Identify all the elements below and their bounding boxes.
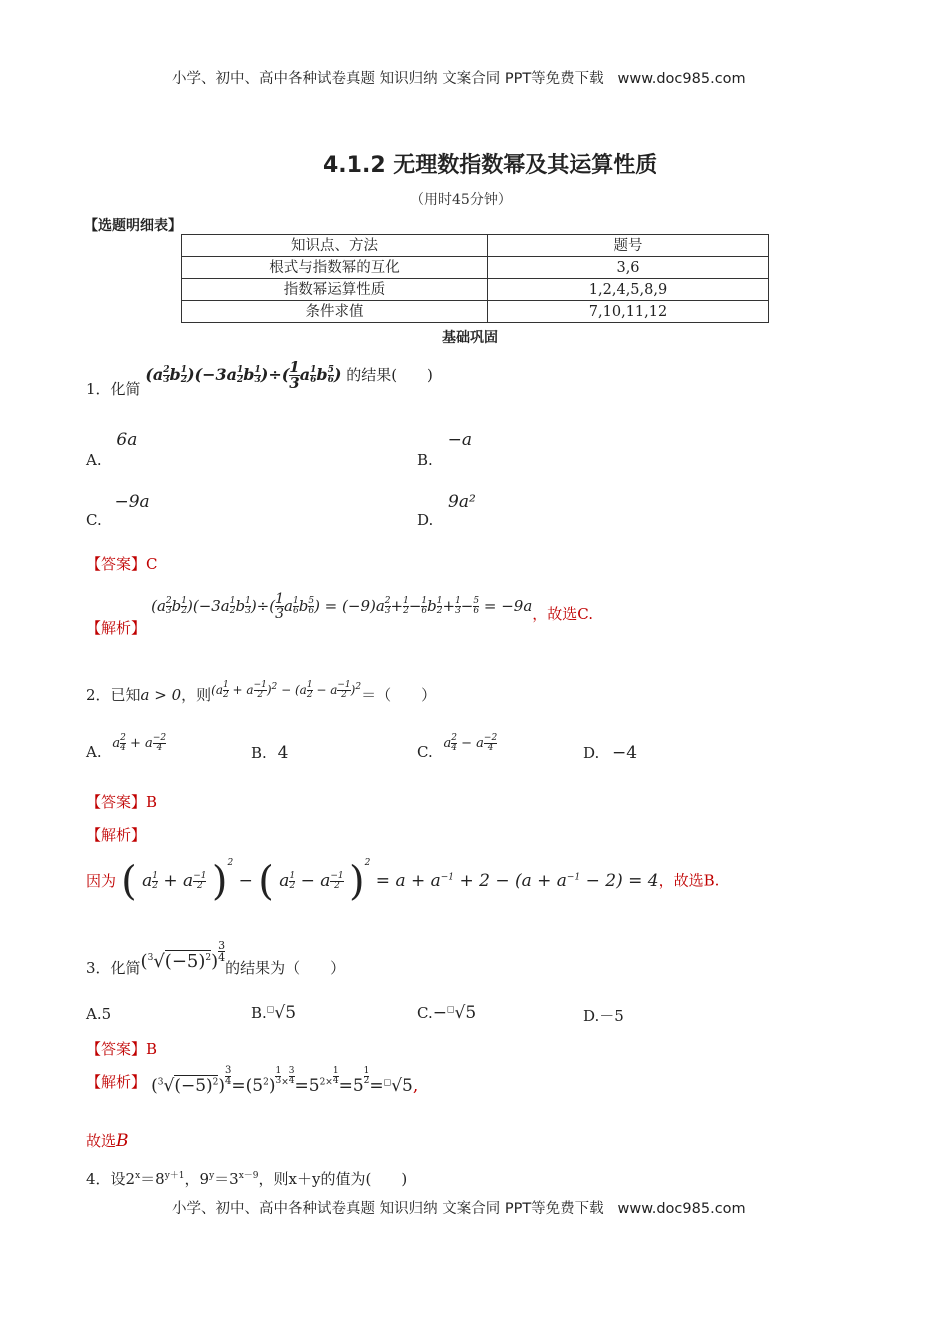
q2-prefix: 2．已知 xyxy=(86,686,141,704)
table-cell: 7,10,11,12 xyxy=(488,301,769,323)
q3-option-b-value: □√5 xyxy=(266,1003,297,1023)
q1-option-d-value: 9a² xyxy=(448,492,476,512)
q2-option-d-value: −4 xyxy=(612,743,638,763)
table-header: 知识点、方法 xyxy=(182,235,488,257)
q3-option-c-label: C. xyxy=(417,1004,433,1022)
question-3 xyxy=(86,939,346,977)
q2-expression: (a $\frac{1}{2}$ + a $\frac{-1}{2}$ )$^2$ − (a $\frac{1}{2}$ − a $\frac{-1}{2}$ )$^2$ xyxy=(211,680,362,700)
q1-analysis xyxy=(86,591,593,637)
q3-option-c xyxy=(417,1003,476,1023)
question-4 xyxy=(86,1168,407,1189)
page-subtitle: （用时45分钟） xyxy=(410,192,512,208)
topic-table xyxy=(181,234,769,323)
q1-analysis-tail: ，故选C. xyxy=(532,604,593,623)
q2-mid: ，则 xyxy=(181,686,212,704)
q2-option-c xyxy=(417,733,498,761)
q2-analysis-label: 【解析】 xyxy=(86,826,147,844)
q1-option-d-label: D. xyxy=(417,511,434,529)
q3-prefix: 3．化简 xyxy=(86,958,141,977)
q1-answer-value: C xyxy=(146,555,158,573)
table-row xyxy=(182,279,769,301)
q2-option-a-label: A. xyxy=(86,743,102,761)
page-footer xyxy=(172,1197,746,1218)
q1-option-a-label: A. xyxy=(86,451,102,469)
q3-analysis-expression: $(^3√(-5)^2)$ $\frac{3}{4}$ $=(5^2)$ $\frac{1}{3}$ × $\frac{3}{4}$ $=5^{2\times}$ $\frac{1}{4}$ =5 $\frac{1}{2}$ =□√5, xyxy=(151,1065,419,1096)
q2-option-a-value: a $\frac{2}{4}$ + a $\frac{-2}{4}$ xyxy=(112,733,167,753)
q1-prefix: 1．化简 xyxy=(86,380,141,398)
q3-answer-value: B xyxy=(146,1040,158,1058)
q1-suffix: 的结果( ) xyxy=(346,366,433,384)
table-label: 【选题明细表】 xyxy=(84,218,182,234)
q3-suffix: 的结果为（ ） xyxy=(225,958,346,977)
q3-answer-label: 【答案】 xyxy=(86,1040,147,1058)
q2-option-a xyxy=(86,733,167,761)
q2-option-b-label: B. xyxy=(251,744,267,762)
question-2 xyxy=(86,678,437,704)
q1-option-a-value: 6a xyxy=(116,430,138,450)
q1-option-b-value: −a xyxy=(447,430,472,450)
q1-option-c xyxy=(86,492,150,529)
q3-conclusion-var: B xyxy=(116,1131,129,1151)
table-cell: 3,6 xyxy=(488,257,769,279)
footer-text: 小学、初中、高中各种试卷真题 知识归纳 文案合同 PPT等免费下载 xyxy=(172,1201,604,1217)
q1-option-c-value: −9a xyxy=(114,492,150,512)
table-row xyxy=(182,301,769,323)
page-title: 4.1.2 无理数指数幂及其运算性质 xyxy=(323,153,658,178)
table-cell: 指数幂运算性质 xyxy=(182,279,488,301)
q1-option-b-label: B. xyxy=(417,451,433,469)
q1-answer-label: 【答案】 xyxy=(86,555,147,573)
q2-option-b xyxy=(251,743,288,763)
q2-answer-label: 【答案】 xyxy=(86,793,147,811)
page-header xyxy=(172,67,746,88)
question-1 xyxy=(86,358,433,398)
q1-option-c-label: C. xyxy=(86,511,102,529)
table-header: 题号 xyxy=(488,235,769,257)
q1-option-a xyxy=(86,430,138,469)
q2-analysis-tail: ，故选B. xyxy=(658,871,720,890)
section-heading: 基础巩固 xyxy=(442,330,498,346)
table-header-row xyxy=(182,235,769,257)
q2-analysis xyxy=(86,858,719,904)
q3-option-c-value: −□√5 xyxy=(432,1003,477,1023)
q3-answer xyxy=(86,1038,157,1059)
q2-option-d xyxy=(583,743,637,763)
q2-option-d-label: D. xyxy=(583,744,600,762)
q3-conclusion-prefix: 故选 xyxy=(86,1132,117,1150)
q2-analysis-prefix: 因为 xyxy=(86,871,117,890)
q1-analysis-expression: (a $\frac{2}{3}$ b $\frac{1}{2}$ )(−3a $\frac{1}{2}$ b $\frac{1}{3}$ )÷( $\frac{1}{3}$ a $\frac{1}{6}$ b $\frac{5}{6}$ ) = (−9)a $\frac{2}{3}$ + $\frac{1}{2}$ − $\frac{1}{6}$ b $\frac{1}{2}$ + $\frac{1}{3}$ − $\frac{5}{6}$ = −9a xyxy=(151,591,533,622)
q4-suffix: ，则x＋y的值为( ) xyxy=(258,1170,408,1188)
q3-analysis-label: 【解析】 xyxy=(86,1073,147,1091)
q3-option-b-label: B. xyxy=(251,1004,267,1022)
q1-answer xyxy=(86,553,158,574)
q2-option-b-value: 4 xyxy=(277,743,289,763)
table-cell: 根式与指数幂的互化 xyxy=(182,257,488,279)
q1-expression: (a $\frac{2}{3}$ b $\frac{1}{2}$ )(−3a $\frac{1}{2}$ b $\frac{1}{3}$ )÷( $\frac{1}{3}$ a $\frac{1}{6}$ b $\frac{5}{6}$ ) xyxy=(145,358,342,392)
header-url[interactable]: www.doc985.com xyxy=(617,71,746,87)
q3-analysis xyxy=(86,1065,419,1097)
q2-option-c-label: C. xyxy=(417,743,433,761)
q3-option-a: A.5 xyxy=(86,1005,112,1023)
q2-suffix: ＝（ ） xyxy=(361,686,437,704)
q3-option-b xyxy=(251,1003,296,1023)
q2-analysis-expression: ( a $\frac{1}{2}$ + a $\frac{-1}{2}$ )$^2$ − ( a $\frac{1}{2}$ − a $\frac{-1}{2}$ )$^2 = a + a^{-1} + 2 - (a + a^{-1} - 2) = 4$ xyxy=(121,857,659,904)
q2-answer xyxy=(86,791,157,812)
q1-analysis-label: 【解析】 xyxy=(86,618,147,637)
q2-option-c-value: a $\frac{2}{4}$ − a $\frac{-2}{4}$ xyxy=(443,733,498,753)
footer-url[interactable]: www.doc985.com xyxy=(617,1201,746,1217)
table-cell: 条件求值 xyxy=(182,301,488,323)
q2-condition: a > 0 xyxy=(140,686,182,704)
q4-equations: $2^x=8^{y+1}$，$9^y=3^{x-9}$ xyxy=(125,1170,259,1188)
table-row xyxy=(182,257,769,279)
header-text: 小学、初中、高中各种试卷真题 知识归纳 文案合同 PPT等免费下载 xyxy=(172,71,604,87)
q4-prefix: 4．设 xyxy=(86,1170,126,1188)
q3-expression: $(^3√(-5)^2)$ $\frac{3}{4}$ xyxy=(140,939,226,972)
q3-option-d: D.－5 xyxy=(583,1007,624,1025)
q1-option-b xyxy=(417,430,472,469)
table-cell: 1,2,4,5,8,9 xyxy=(488,279,769,301)
q3-conclusion xyxy=(86,1130,129,1151)
q2-answer-value: B xyxy=(146,793,158,811)
q1-option-d xyxy=(417,492,476,529)
